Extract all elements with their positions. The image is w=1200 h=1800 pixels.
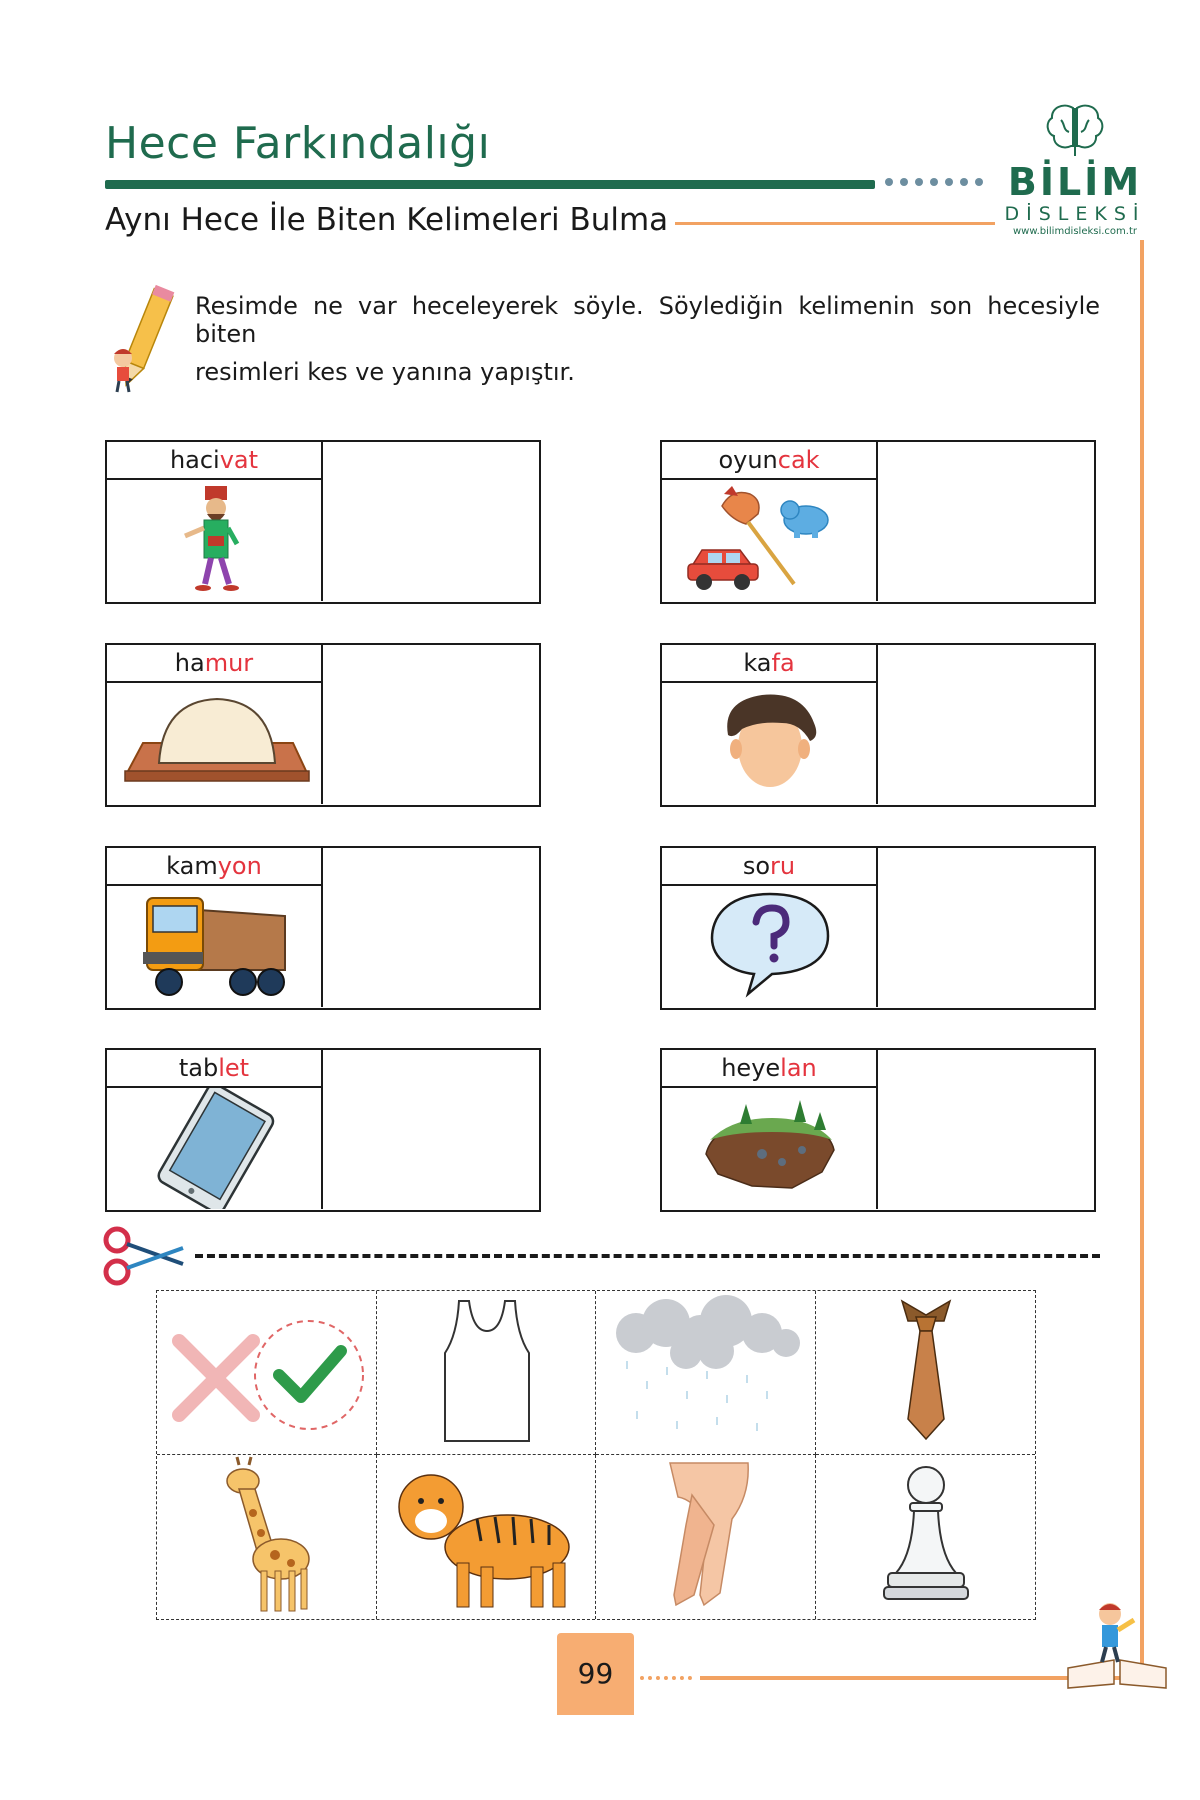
reading-boy-icon bbox=[1062, 1598, 1172, 1690]
hacivat-figure-icon bbox=[107, 480, 323, 601]
cutout-cell bbox=[377, 1291, 597, 1455]
word-card-kafa bbox=[660, 643, 1096, 807]
logo-url: www.bilimdisleksi.com.tr bbox=[1012, 226, 1137, 237]
card-word: kamyon bbox=[107, 848, 323, 886]
frame-right-line bbox=[1140, 240, 1144, 1680]
paste-slot bbox=[878, 442, 1093, 601]
brain-icon bbox=[1043, 100, 1107, 158]
dough-icon bbox=[107, 683, 323, 804]
rain-cloud-icon bbox=[596, 1291, 815, 1455]
card-word: hacivat bbox=[107, 442, 323, 480]
scissors-icon bbox=[103, 1226, 187, 1286]
word-card-hacivat bbox=[105, 440, 541, 604]
cutout-cell bbox=[816, 1291, 1036, 1455]
legs-icon bbox=[596, 1455, 815, 1619]
page-title: Hece Farkındalığı bbox=[105, 118, 491, 169]
card-picture bbox=[662, 683, 878, 804]
cutout-cell bbox=[157, 1291, 377, 1455]
card-word: oyuncak bbox=[662, 442, 878, 480]
cutout-cell bbox=[157, 1455, 377, 1619]
logo bbox=[1000, 100, 1150, 237]
card-picture bbox=[107, 683, 323, 804]
paste-slot bbox=[323, 1050, 538, 1209]
paste-slot bbox=[878, 848, 1093, 1007]
paste-slot bbox=[323, 442, 538, 601]
paste-slot bbox=[323, 645, 538, 804]
card-word: soru bbox=[662, 848, 878, 886]
page-number: 99 bbox=[557, 1633, 634, 1715]
tiger-icon bbox=[377, 1455, 596, 1619]
landslide-icon bbox=[662, 1088, 878, 1209]
instruction-line-2: resimleri kes ve yanına yapıştır. bbox=[195, 358, 575, 386]
card-picture bbox=[662, 480, 878, 601]
head-icon bbox=[662, 683, 878, 804]
cutout-grid bbox=[156, 1290, 1036, 1620]
card-picture bbox=[662, 1088, 878, 1209]
card-picture bbox=[107, 886, 323, 1007]
pawn-icon bbox=[816, 1455, 1035, 1619]
paste-slot bbox=[323, 848, 538, 1007]
logo-brand: BİLİM bbox=[1007, 160, 1143, 204]
correct-wrong-icon bbox=[157, 1291, 376, 1455]
cutout-cell bbox=[596, 1291, 816, 1455]
card-word: tablet bbox=[107, 1050, 323, 1088]
card-picture bbox=[107, 1088, 323, 1209]
word-card-soru bbox=[660, 846, 1096, 1010]
card-picture bbox=[107, 480, 323, 601]
tablet-icon bbox=[107, 1088, 323, 1209]
card-word: kafa bbox=[662, 645, 878, 683]
undershirt-icon bbox=[377, 1291, 596, 1455]
title-underline bbox=[105, 180, 875, 189]
logo-sub: DİSLEKSİ bbox=[1004, 203, 1146, 225]
frame-bottom-dots bbox=[640, 1676, 692, 1680]
word-card-hamur bbox=[105, 643, 541, 807]
card-picture bbox=[662, 886, 878, 1007]
pencil-mascot-icon bbox=[103, 282, 183, 394]
cutout-cell bbox=[816, 1455, 1036, 1619]
subtitle-line bbox=[675, 222, 995, 225]
instruction-line-1: Resimde ne var heceleyerek söyle. Söylediğin kelimenin son hecesiyle biten bbox=[195, 292, 1100, 348]
cut-line bbox=[195, 1254, 1100, 1258]
word-card-oyuncak bbox=[660, 440, 1096, 604]
necktie-icon bbox=[816, 1291, 1035, 1455]
page-subtitle: Aynı Hece İle Biten Kelimeleri Bulma bbox=[105, 202, 669, 238]
cutout-cell bbox=[377, 1455, 597, 1619]
truck-icon bbox=[107, 886, 323, 1007]
giraffe-icon bbox=[157, 1455, 376, 1619]
toys-icon bbox=[662, 480, 878, 601]
title-dots bbox=[885, 178, 983, 186]
paste-slot bbox=[878, 1050, 1093, 1209]
card-word: hamur bbox=[107, 645, 323, 683]
card-word: heyelan bbox=[662, 1050, 878, 1088]
word-card-heyelan bbox=[660, 1048, 1096, 1212]
cutout-cell bbox=[596, 1455, 816, 1619]
word-card-kamyon bbox=[105, 846, 541, 1010]
paste-slot bbox=[878, 645, 1093, 804]
question-bubble-icon bbox=[662, 886, 878, 1007]
word-card-tablet bbox=[105, 1048, 541, 1212]
